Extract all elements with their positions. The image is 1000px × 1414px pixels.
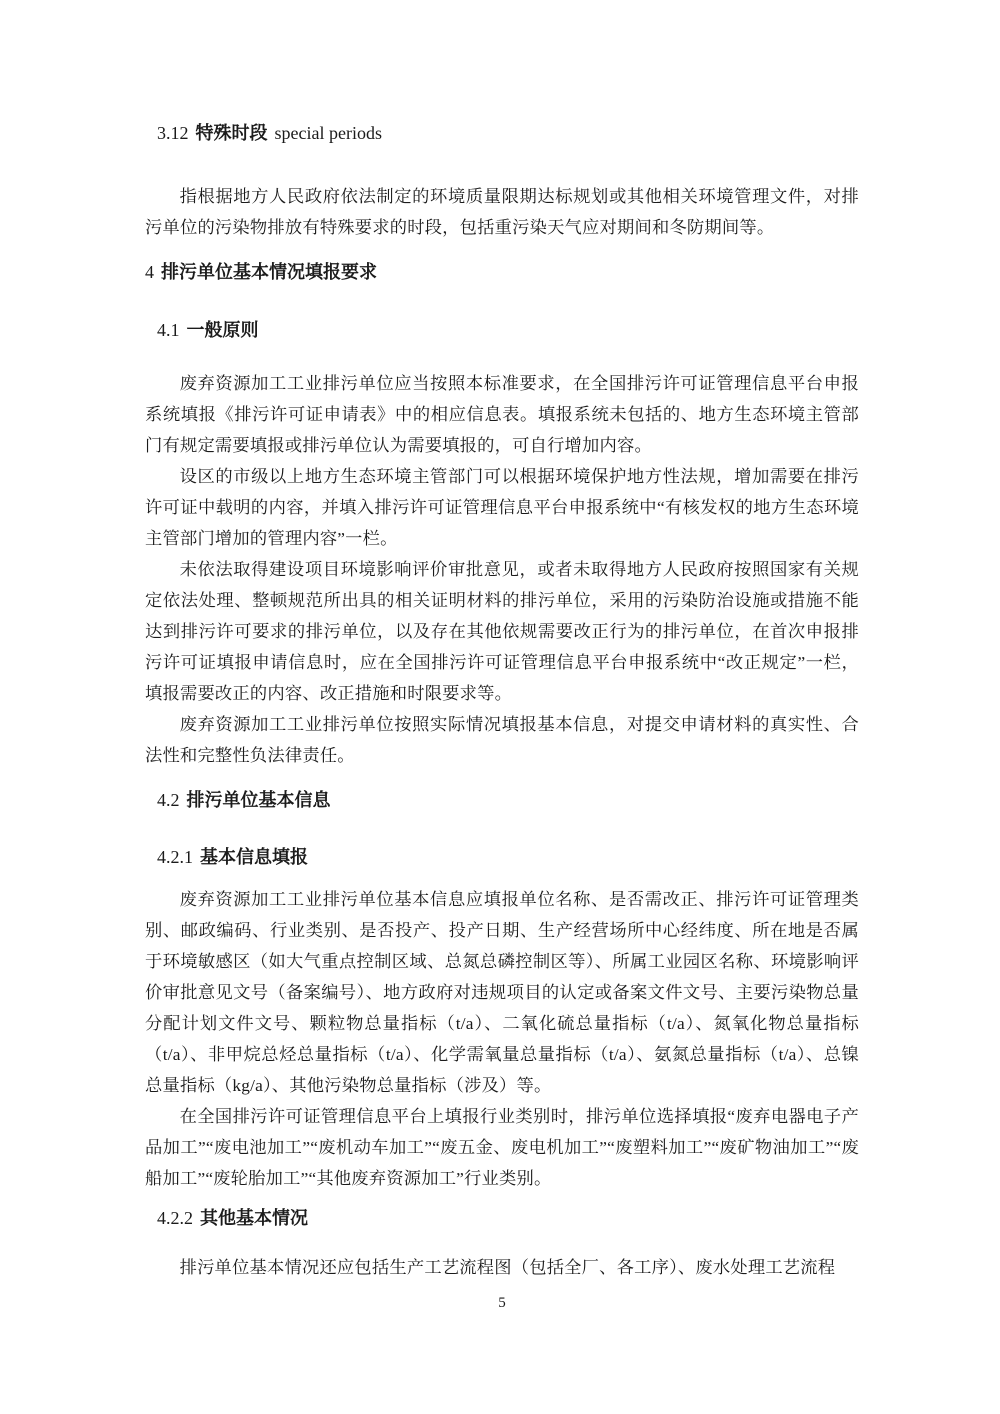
document-content (145, 0, 859, 1313)
section-title-en: special periods (274, 123, 382, 143)
paragraph-general-principles-2: 设区的市级以上地方生态环境主管部门可以根据环境保护地方性法规，增加需要在排污许可证中载明的内容，并填入排污许可证管理信息平台申报系统中“有核发权的地方生态环境主管部门增加的管理内容”一栏。 (145, 467, 859, 548)
section-number: 4.1 (157, 320, 180, 340)
paragraph-basic-info-2: 在全国排污许可证管理信息平台上填报行业类别时，排污单位选择填报“废弃电器电子产品加工”“废电池加工”“废机动车加工”“废五金、废电机加工”“废塑料加工”“废矿物油加工”“废船加工”“废轮胎加工”“其他废弃资源加工”行业类别。 (145, 1107, 859, 1188)
section-number: 4.2 (157, 790, 180, 810)
section-title-zh: 一般原则 (186, 320, 259, 340)
paragraph-general-principles-1: 废弃资源加工工业排污单位应当按照本标准要求，在全国排污许可证管理信息平台申报系统填报《排污许可证申请表》中的相应信息表。填报系统未包括的、地方生态环境主管部门有规定需要填报或排污单位认为需要填报的，可自行增加内容。 (145, 374, 859, 455)
paragraph-basic-info-1: 废弃资源加工工业排污单位基本信息应填报单位名称、是否需改正、排污许可证管理类别、邮政编码、行业类别、是否投产、投产日期、生产经营场所中心经纬度、所在地是否属于环境敏感区（如大气重点控制区域、总氮总磷控制区等）、所属工业园区名称、环境影响评价审批意见文号（备案编号）、地方政府对违规项目的认定或备案文件文号、主要污染物总量分配计划文件文号、颗粒物总量指标（t/a）、二氧化硫总量指标（t/a）、氮氧化物总量指标（t/a）、非甲烷总烃总量指标（t/a）、化学需氧量总量指标（t/a）、氨氮总量指标（t/a）、总镍总量指标（kg/a）、其他污染物总量指标（涉及）等。 (145, 890, 859, 1095)
section-number: 4 (145, 262, 154, 282)
section-title-zh: 基本信息填报 (200, 847, 308, 867)
section-number: 4.2.2 (157, 1208, 193, 1228)
paragraph-general-principles-3: 未依法取得建设项目环境影响评价审批意见，或者未取得地方人民政府按照国家有关规定依法处理、整顿规范所出具的相关证明材料的排污单位，采用的污染防治设施或措施不能达到排污许可要求的排污单位，以及存在其他依规需要改正行为的排污单位，在首次申报排污许可证填报申请信息时，应在全国排污许可证管理信息平台申报系统中“改正规定”一栏，填报需要改正的内容、改正措施和时限要求等。 (145, 560, 859, 703)
paragraph-general-principles-4: 废弃资源加工工业排污单位按照实际情况填报基本信息，对提交申请材料的真实性、合法性和完整性负法律责任。 (145, 715, 859, 765)
section-number: 4.2.1 (157, 847, 193, 867)
page-footer (145, 1293, 859, 1313)
section-heading-4 (145, 260, 859, 285)
paragraph-other-basic-info: 排污单位基本情况还应包括生产工艺流程图（包括全厂、各工序）、废水处理工艺流程 (179, 1258, 836, 1277)
section-heading-4-2-2 (145, 1206, 859, 1231)
section-heading-4-1 (145, 318, 859, 343)
section-title-zh: 特殊时段 (195, 123, 268, 143)
section-heading-4-2-1 (145, 845, 859, 870)
section-title-zh: 其他基本情况 (200, 1208, 308, 1228)
section-title-zh: 排污单位基本情况填报要求 (161, 262, 377, 282)
section-title-zh: 排污单位基本信息 (186, 790, 331, 810)
section-heading-4-2 (145, 788, 859, 813)
section-heading-3-12 (145, 121, 859, 146)
page-number: 5 (498, 1295, 506, 1311)
section-number: 3.12 (157, 123, 189, 143)
paragraph-definition-special-periods: 指根据地方人民政府依法制定的环境质量限期达标规划或其他相关环境管理文件，对排污单位的污染物排放有特殊要求的时段，包括重污染天气应对期间和冬防期间等。 (145, 187, 859, 237)
